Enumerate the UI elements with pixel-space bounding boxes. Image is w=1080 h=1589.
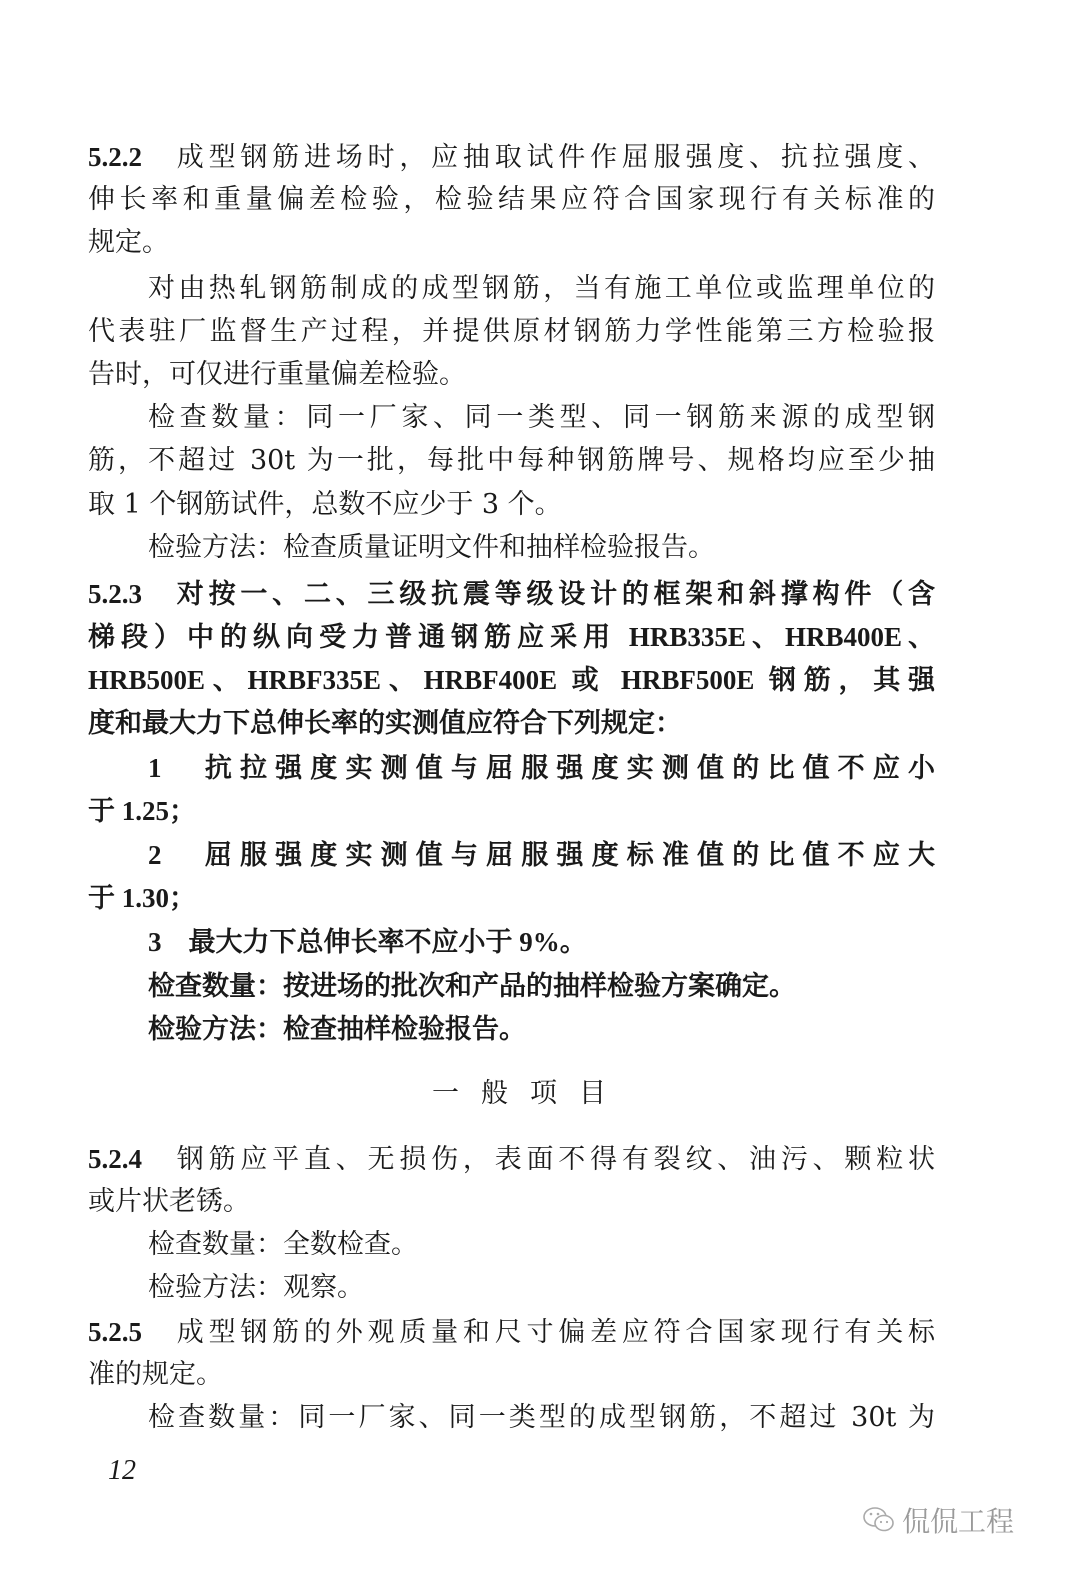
text-line [148,271,935,307]
line-text: 规定。 [88,227,169,258]
line-text: 检查数量：按进场的批次和产品的抽样检验方案确定。 [148,971,796,1001]
clause-number: 5.2.3 [88,579,142,609]
line-text: 钢筋应平直、无损伤，表面不得有裂纹、油污、颗粒状 [172,1144,935,1175]
watermark [862,1500,1014,1540]
line-text: 准的规定。 [88,1359,223,1390]
text-line [148,1011,526,1047]
line-text: 检查数量：全数检查。 [148,1229,418,1260]
text-line [88,443,935,479]
text-line [88,357,466,393]
line-text: 检验方法：检查质量证明文件和抽样检验报告。 [148,532,715,563]
clause-number: 5.2.2 [88,142,142,172]
text-line [148,1270,364,1306]
line-text: 检查数量：同一厂家、同一类型的成型钢筋，不超过 30t 为 [148,1402,935,1433]
text-line [88,1357,223,1393]
line-text: 成型钢筋进场时，应抽取试件作屈服强度、抗拉强度、 [172,142,935,173]
clause-line [88,1314,935,1350]
line-text: 对按一、二、三级抗震等级设计的框架和斜撑构件（含 [172,579,935,609]
line-text: 梯段）中的纵向受力普通钢筋应采用 HRB335E、HRB400E、 [88,622,935,652]
section-heading [432,1076,628,1112]
line-text: 成型钢筋的外观质量和尺寸偏差应符合国家现行有关标 [172,1317,935,1348]
clause-line [88,1141,935,1177]
text-line [148,750,935,786]
line-text: 或片状老锈。 [88,1186,250,1217]
clause-line [88,576,935,612]
line-text: 1 抗拉强度实测值与屈服强度实测值的比值不应小 [148,753,935,783]
text-line [88,619,935,655]
text-line [88,880,196,916]
clause-number: 5.2.5 [88,1317,142,1347]
text-line [148,400,935,436]
line-text: 检验方法：观察。 [148,1272,364,1303]
line-text: 度和最大力下总伸长率的实测值应符合下列规定： [88,708,682,738]
line-text: 3 最大力下总伸长率不应小于 9%。 [148,927,587,957]
line-text: 伸长率和重量偏差检验，检验结果应符合国家现行有关标准的 [88,184,935,215]
text-line [148,837,935,873]
watermark-text: 侃侃工程 [902,1505,1015,1538]
line-text: 2 屈服强度实测值与屈服强度标准值的比值不应大 [148,840,935,870]
text-line [148,924,587,960]
clause-line [88,139,935,175]
text-line [148,1400,935,1436]
text-line [88,793,196,829]
line-text: 于 1.25； [88,796,196,826]
line-text: HRB500E、HRBF335E、HRBF400E 或 HRBF500E 钢筋，其强 [88,665,935,695]
wechat-icon [862,1505,896,1535]
text-line [88,705,682,741]
line-text: 检查数量：同一厂家、同一类型、同一钢筋来源的成型钢 [148,402,935,433]
line-text: 一般项目 [432,1078,628,1109]
text-line [148,968,796,1004]
text-line [88,182,935,218]
text-line [88,314,935,350]
clause-number: 5.2.4 [88,1144,142,1174]
line-text: 取 1 个钢筋试件，总数不应少于 3 个。 [88,489,562,520]
text-line [148,530,715,566]
line-text: 于 1.30； [88,883,196,913]
text-line [88,1184,250,1220]
text-line [88,225,169,261]
line-text: 检验方法：检查抽样检验报告。 [148,1014,526,1044]
line-text: 代表驻厂监督生产过程，并提供原材钢筋力学性能第三方检验报 [88,316,935,347]
line-text: 告时，可仅进行重量偏差检验。 [88,359,466,390]
text-line [88,487,562,523]
line-text: 筋，不超过 30t 为一批，每批中每种钢筋牌号、规格均应至少抽 [88,445,935,476]
page-number: 12 [108,1455,136,1486]
line-text: 对由热轧钢筋制成的成型钢筋，当有施工单位或监理单位的 [148,273,935,304]
text-line [88,662,935,698]
text-line [148,1227,418,1263]
